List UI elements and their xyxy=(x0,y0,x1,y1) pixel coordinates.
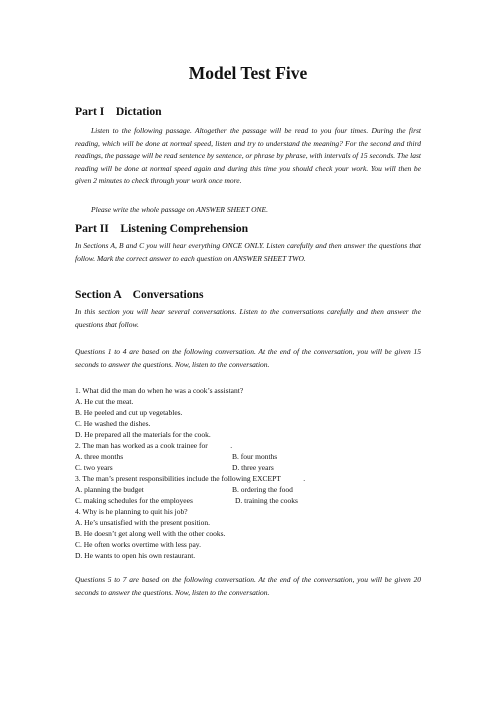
page-title: Model Test Five xyxy=(188,63,308,83)
group2-intro: Questions 5 to 7 are based on the following conversation. At the end of the conversation, you will be given 20 seconds to answer the questions. Now, listen to the conversation. xyxy=(75,575,421,597)
sectionA-heading: Section A Conversations xyxy=(75,288,204,301)
q1-option-a: A. He cut the meat. xyxy=(75,397,134,406)
q2-option-b: B. four months xyxy=(232,452,278,461)
q3-stem: 3. The man’s present responsibilities include the following EXCEPT . xyxy=(75,474,306,483)
q4-stem: 4. Why is he planning to quit his job? xyxy=(75,507,188,516)
sectionA-instructions: In this section you will hear several conversations. Listen to the conversations carefully and then answer the questions that follow. xyxy=(75,307,421,329)
q4-option-c: C. He often works overtime with less pay. xyxy=(75,540,201,549)
q3-option-c: C. making schedules for the employees xyxy=(75,496,193,505)
q4-option-b: B. He doesn’t get along well with the other cooks. xyxy=(75,529,226,538)
q1-option-b: B. He peeled and cut up vegetables. xyxy=(75,408,183,417)
q2-option-c: C. two years xyxy=(75,463,113,472)
q2-option-a: A. three months xyxy=(75,452,124,461)
q2-stem: 2. The man has worked as a cook trainee for . xyxy=(75,441,233,450)
group1-intro: Questions 1 to 4 are based on the following conversation. At the end of the conversation, you will be given 15 seconds to answer the questions. Now, listen to the conversation. xyxy=(75,347,421,369)
q3-option-b: B. ordering the food xyxy=(232,485,293,494)
part1-instructions: Listen to the following passage. Altogether the passage will be read to you four times. During the first reading, which will be done at normal speed, listen and try to understand the meaning? For the second and third readings, the passage will be read sentence by sentence, or phrase by phrase, with intervals of 15 seconds. The last reading will be done at normal speed again and during this time you should check your work. You will then be given 2 minutes to check through your work once more. xyxy=(75,126,421,186)
part1-heading: Part I Dictation xyxy=(75,105,162,118)
q2-option-d: D. three years xyxy=(232,463,274,472)
q1-option-c: C. He washed the dishes. xyxy=(75,419,151,428)
q4-option-d: D. He wants to open his own restaurant. xyxy=(75,551,196,560)
q3-option-a: A. planning the budget xyxy=(75,485,144,494)
q1-stem: 1. What did the man do when he was a cook’s assistant? xyxy=(75,386,244,395)
part2-heading: Part II Listening Comprehension xyxy=(75,222,249,235)
q4-option-a: A. He’s unsatisfied with the present position. xyxy=(75,518,210,527)
q1-option-d: D. He prepared all the materials for the cook. xyxy=(75,430,211,439)
part1-note: Please write the whole passage on ANSWER SHEET ONE. xyxy=(91,205,269,214)
q3-option-d: D. training the cooks xyxy=(235,496,298,505)
part2-instructions: In Sections A, B and C you will hear everything ONCE ONLY. Listen carefully and then answer the questions that follow. Mark the correct answer to each question on ANSWER SHEET TWO. xyxy=(75,241,421,263)
